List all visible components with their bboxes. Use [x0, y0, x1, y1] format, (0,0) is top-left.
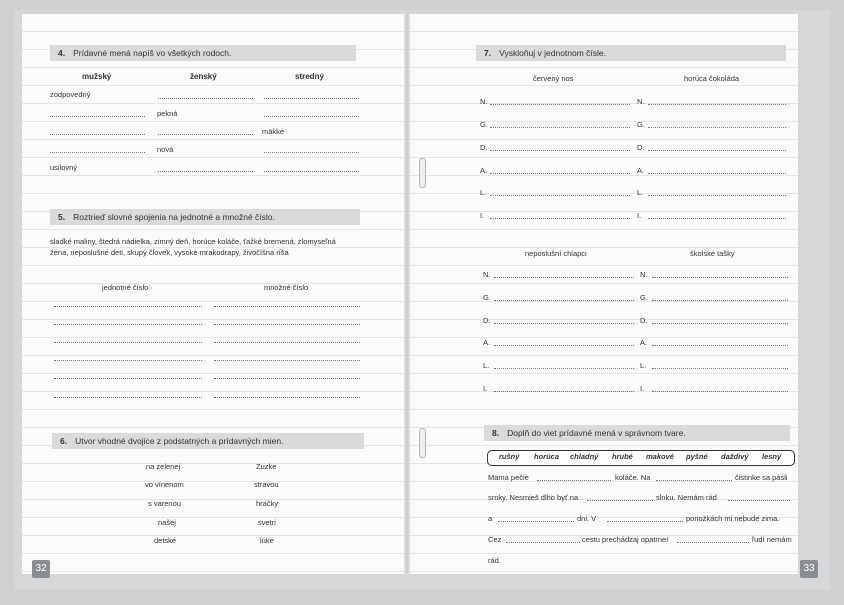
exercise-4-bar: [50, 45, 356, 61]
case-label: L.: [480, 188, 487, 197]
header-neuter: stredný: [295, 72, 324, 81]
header-masculine: mužský: [82, 72, 112, 81]
case-label: G.: [640, 293, 648, 302]
answer-line[interactable]: [214, 378, 360, 379]
case-label: G.: [637, 120, 645, 129]
exercise-title: Utvor vhodné dvojice z podstatných a prídavných mien.: [75, 436, 284, 446]
answer-line[interactable]: [54, 324, 202, 325]
sentence-text: rád.: [488, 556, 501, 565]
word-nova: nová: [157, 145, 174, 154]
page-number-left: 32: [32, 560, 50, 578]
exercise-number: 5.: [58, 212, 66, 222]
case-label: D.: [483, 316, 491, 325]
answer-line[interactable]: [537, 480, 611, 481]
exercise-title: Vyskloňuj v jednotnom čísle.: [499, 48, 607, 58]
staple-bottom: [419, 428, 426, 458]
case-label: L.: [640, 361, 647, 370]
sentence-text: ľudí nemám: [752, 535, 792, 544]
answer-line[interactable]: [652, 323, 788, 324]
column-plural: množné číslo: [264, 283, 309, 292]
sentence-text: čistinke sa pásli: [735, 473, 788, 482]
word-bank-item: chladný: [570, 452, 599, 461]
word-bank-item: horúca: [534, 452, 560, 461]
answer-line[interactable]: [264, 116, 359, 117]
pair-right-word: svetri: [258, 518, 276, 527]
answer-line[interactable]: [648, 173, 786, 174]
sentence-text: a: [488, 514, 493, 523]
answer-line[interactable]: [158, 171, 253, 172]
answer-line[interactable]: [652, 345, 788, 346]
case-label: I.: [480, 211, 485, 220]
answer-line[interactable]: [652, 391, 788, 392]
word-bank-item: lesný: [762, 452, 782, 461]
sentence-text: slnku. Nemám rád: [656, 493, 717, 502]
case-label: G.: [483, 293, 491, 302]
answer-line[interactable]: [648, 127, 786, 128]
pair-left-word: detské: [154, 536, 177, 545]
word-usilovny: usilovný: [50, 163, 78, 172]
exercise-title: Doplň do viet prídavné mená v správnom tvare.: [507, 428, 686, 438]
answer-line[interactable]: [494, 323, 634, 324]
case-label: D.: [637, 143, 645, 152]
answer-line[interactable]: [490, 195, 630, 196]
case-label: N.: [640, 270, 648, 279]
sentence-text: cestu prechádzaj opatrne!: [582, 535, 669, 544]
case-label: A.: [480, 166, 488, 175]
exercise-number: 8.: [492, 428, 500, 438]
pair-left-word: našej: [158, 518, 176, 527]
case-label: D.: [480, 143, 488, 152]
case-label: L.: [483, 361, 490, 370]
word-zodpovedny: zodpovedný: [50, 90, 91, 99]
answer-line[interactable]: [54, 360, 202, 361]
answer-line[interactable]: [214, 324, 360, 325]
exercise-title: Roztrieď slovné spojenia na jednotné a množné číslo.: [73, 212, 275, 222]
answer-line[interactable]: [677, 542, 749, 543]
exercise-title: Prídavné mená napíš vo všetkých rodoch.: [73, 48, 232, 58]
answer-line[interactable]: [648, 104, 786, 105]
sentence-text: srnky. Nesmieš dlho byť na: [488, 493, 579, 502]
word-neposlusni-chlapci: neposlušní chlapci: [525, 249, 587, 258]
right-page: [410, 14, 798, 574]
answer-line[interactable]: [490, 150, 630, 151]
answer-line[interactable]: [498, 521, 574, 522]
exercise-7-bar: [476, 45, 786, 61]
answer-line[interactable]: [656, 480, 732, 481]
answer-line[interactable]: [648, 150, 786, 151]
answer-line[interactable]: [50, 152, 145, 153]
answer-line[interactable]: [214, 397, 360, 398]
word-bank-item: rušný: [499, 452, 520, 461]
answer-line[interactable]: [494, 391, 634, 392]
sentence-text: koláče. Na: [615, 473, 651, 482]
page-number-right: 33: [800, 560, 818, 578]
answer-line[interactable]: [652, 300, 788, 301]
answer-line[interactable]: [54, 342, 202, 343]
answer-line[interactable]: [158, 98, 253, 99]
answer-line[interactable]: [214, 360, 360, 361]
answer-line[interactable]: [494, 277, 634, 278]
answer-line[interactable]: [648, 218, 786, 219]
case-label: N.: [483, 270, 491, 279]
answer-line[interactable]: [506, 542, 580, 543]
case-label: I.: [640, 384, 645, 393]
case-label: G.: [480, 120, 488, 129]
exercise-6-bar: [52, 433, 364, 449]
word-pekna: pekná: [157, 109, 178, 118]
word-bank: [487, 450, 795, 466]
case-label: D.: [640, 316, 648, 325]
word-horuca-cokolada: horúca čokoláda: [684, 74, 740, 83]
pair-right-word: stravou: [254, 480, 279, 489]
word-bank-item: hrubé: [612, 452, 633, 461]
answer-line[interactable]: [494, 345, 634, 346]
case-label: A.: [640, 338, 648, 347]
pair-right-word: Zuzke: [256, 462, 277, 471]
answer-line[interactable]: [54, 378, 202, 379]
answer-line[interactable]: [54, 397, 202, 398]
answer-line[interactable]: [494, 300, 634, 301]
answer-line[interactable]: [50, 134, 145, 135]
exercise-number: 4.: [58, 48, 66, 58]
answer-line[interactable]: [587, 500, 653, 501]
pair-left-word: s varenou: [148, 499, 181, 508]
book-gutter: [404, 14, 410, 574]
answer-line[interactable]: [494, 368, 634, 369]
exercise-number: 6.: [60, 436, 68, 446]
sentence-text: ponožkách mi nebude zima.: [686, 514, 780, 523]
phrases-line-2: žena, neposlušné deti, skupý človek, vysoké mrakodrapy, živočíšna ríša: [50, 248, 289, 257]
answer-line[interactable]: [54, 306, 202, 307]
case-label: N.: [480, 97, 488, 106]
word-cerveny-nos: červený nos: [533, 74, 574, 83]
answer-line[interactable]: [490, 218, 630, 219]
answer-line[interactable]: [490, 173, 630, 174]
case-label: N.: [637, 97, 645, 106]
sentence-text: Cez: [488, 535, 502, 544]
answer-line[interactable]: [264, 152, 359, 153]
answer-line[interactable]: [158, 134, 253, 135]
pair-left-word: vo vínenom: [145, 480, 184, 489]
answer-line[interactable]: [214, 342, 360, 343]
sentence-text: Mama pečie: [488, 473, 529, 482]
answer-line[interactable]: [607, 521, 683, 522]
case-label: I.: [483, 384, 488, 393]
answer-line[interactable]: [214, 306, 360, 307]
exercise-5-bar: [50, 209, 360, 225]
word-makke: mäkké: [262, 127, 285, 136]
staple-top: [419, 158, 426, 188]
case-label: A.: [483, 338, 491, 347]
answer-line[interactable]: [652, 368, 788, 369]
word-bank-item: makové: [646, 452, 674, 461]
answer-line[interactable]: [652, 277, 788, 278]
header-feminine: ženský: [190, 72, 217, 81]
exercise-8-bar: [484, 425, 790, 441]
case-label: L.: [637, 188, 644, 197]
word-bank-item: daždivý: [721, 452, 749, 461]
column-singular: jednotné číslo: [102, 283, 149, 292]
phrases-line-1: sladké maliny, štedrá nádielka, zimný deň, horúce koláče, ťažké bremená, zlomyseľná: [50, 237, 336, 246]
pair-left-word: na zelenej: [146, 462, 181, 471]
case-label: I.: [637, 211, 642, 220]
answer-line[interactable]: [728, 500, 790, 501]
sentence-text: dni. V: [577, 514, 597, 523]
word-skolske-tasky: školské tašky: [690, 249, 735, 258]
answer-line[interactable]: [50, 116, 145, 117]
pair-right-word: hračky: [256, 499, 279, 508]
exercise-number: 7.: [484, 48, 492, 58]
pair-right-word: lúke: [260, 536, 274, 545]
answer-line[interactable]: [264, 98, 359, 99]
answer-line[interactable]: [490, 127, 630, 128]
case-label: A.: [637, 166, 645, 175]
word-bank-item: pyšné: [686, 452, 708, 461]
answer-line[interactable]: [490, 104, 630, 105]
answer-line[interactable]: [648, 195, 786, 196]
answer-line[interactable]: [264, 171, 359, 172]
